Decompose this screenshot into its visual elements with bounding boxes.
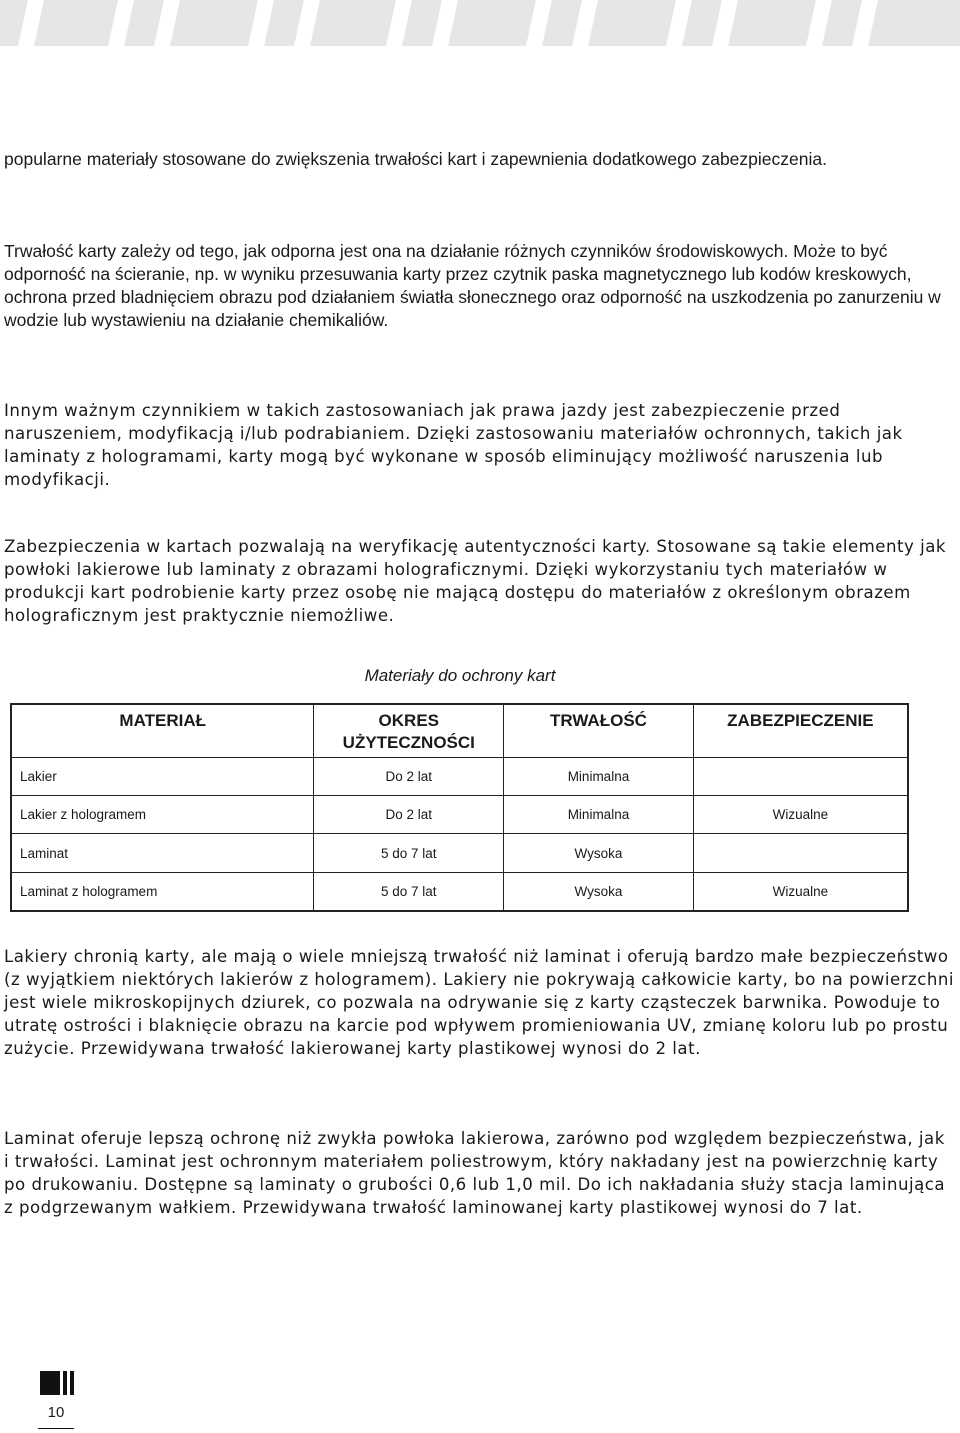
cell-security (693, 834, 908, 872)
table-header-row (11, 704, 908, 758)
cell-lifetime: Do 2 lat (314, 796, 504, 834)
paragraph-durability: Trwałość karty zależy od tego, jak odporna jest ona na działanie różnych czynników środowiskowych. Może to być odporność na ścieranie, np. w wyniku przesuwania karty przez czytnik paska magnetycznego lub kodów kreskowych, ochrona przed bladnięciem obrazu pod działaniem światła słonecznego oraz odporność na uszkodzenia po zanurzeniu w wodzie lub wystawieniu na działanie chemikaliów. (4, 241, 941, 330)
paragraph-tamper: Innym ważnym czynnikiem w takich zastosowaniach jak prawa jazdy jest zabezpieczenie przed naruszeniem, modyfikacją i/lub podrabianiem. Dzięki zastosowaniu materiałów ochronnych, takich jak laminaty z hologramami, karty mogą być wykonane w sposób eliminujący możliwość naruszenia lub modyfikacji. (4, 401, 903, 489)
page-number-rule (38, 1428, 74, 1429)
page-number: 10 (47, 1404, 65, 1421)
header-durability: TRWAŁOŚĆ (504, 704, 694, 758)
paragraph-security: Zabezpieczenia w kartach pozwalają na weryfikację autentyczności karty. Stosowane są takie elementy jak powłoki lakierowe lub laminaty z obrazami holograficznymi. Dzięki wykorzystaniu tych materiałów w produkcji kart podrobienie karty przez osobę nie mającą dostępu do materiałów z określonym obrazem holograficznym jest praktycznie niemożliwe. (4, 537, 947, 625)
paragraph-lacquer: Lakiery chronią karty, ale mają o wiele mniejszą trwałość niż laminat i oferują bardzo małe bezpieczeństwo (z wyjątkiem niektórych lakierów z hologramem). Lakiery nie pokrywają całkowicie karty, bo na powierzchni jest wiele mikroskopijnych dziurek, co pozwala na odrywanie się z karty cząsteczek barwnika. Powoduje to utratę ostrości i blaknięcie obrazu na karcie pod wpływem promieniowania UV, zmianę koloru lub po prostu zużycie. Przewidywana trwałość lakierowanej karty plastikowej wynosi do 2 lat. (4, 947, 954, 1058)
cell-material: Lakier (11, 758, 314, 796)
header-material: MATERIAŁ (11, 704, 314, 758)
table-row (11, 758, 908, 796)
cell-material: Laminat (11, 834, 314, 872)
cell-durability: Wysoka (504, 834, 694, 872)
cell-durability: Minimalna (504, 758, 694, 796)
decorative-top-band (0, 0, 960, 46)
cell-security: Wizualne (693, 796, 908, 834)
cell-lifetime: 5 do 7 lat (314, 834, 504, 872)
page-marker-icon (40, 1371, 74, 1395)
table-caption: Materiały do ochrony kart (364, 666, 556, 685)
header-lifetime: OKRES UŻYTECZNOŚCI (314, 704, 504, 758)
cell-durability: Minimalna (504, 796, 694, 834)
cell-material: Laminat z hologramem (11, 872, 314, 911)
cell-material: Lakier z hologramem (11, 796, 314, 834)
cell-lifetime: 5 do 7 lat (314, 872, 504, 911)
table-row (11, 834, 908, 872)
table-row (11, 872, 908, 911)
header-security: ZABEZPIECZENIE (693, 704, 908, 758)
cell-durability: Wysoka (504, 872, 694, 911)
paragraph-laminate: Laminat oferuje lepszą ochronę niż zwykła powłoka lakierowa, zarówno pod względem bezpieczeństwa, jak i trwałości. Laminat jest ochronnym materiałem poliestrowym, który nakładany jest na powierzchnię karty po drukowaniu. Dostępne są laminaty o grubości 0,6 lub 1,0 mil. Do ich nakładania służy stacja laminująca z podgrzewanym wałkiem. Przewidywana trwałość laminowanej karty plastikowej wynosi do 7 lat. (4, 1129, 946, 1217)
cell-security (693, 758, 908, 796)
cell-lifetime: Do 2 lat (314, 758, 504, 796)
cell-security: Wizualne (693, 872, 908, 911)
materials-table (10, 703, 909, 912)
paragraph-intro: popularne materiały stosowane do zwiększenia trwałości kart i zapewnienia dodatkowego zabezpieczenia. (4, 149, 827, 169)
table-row (11, 796, 908, 834)
